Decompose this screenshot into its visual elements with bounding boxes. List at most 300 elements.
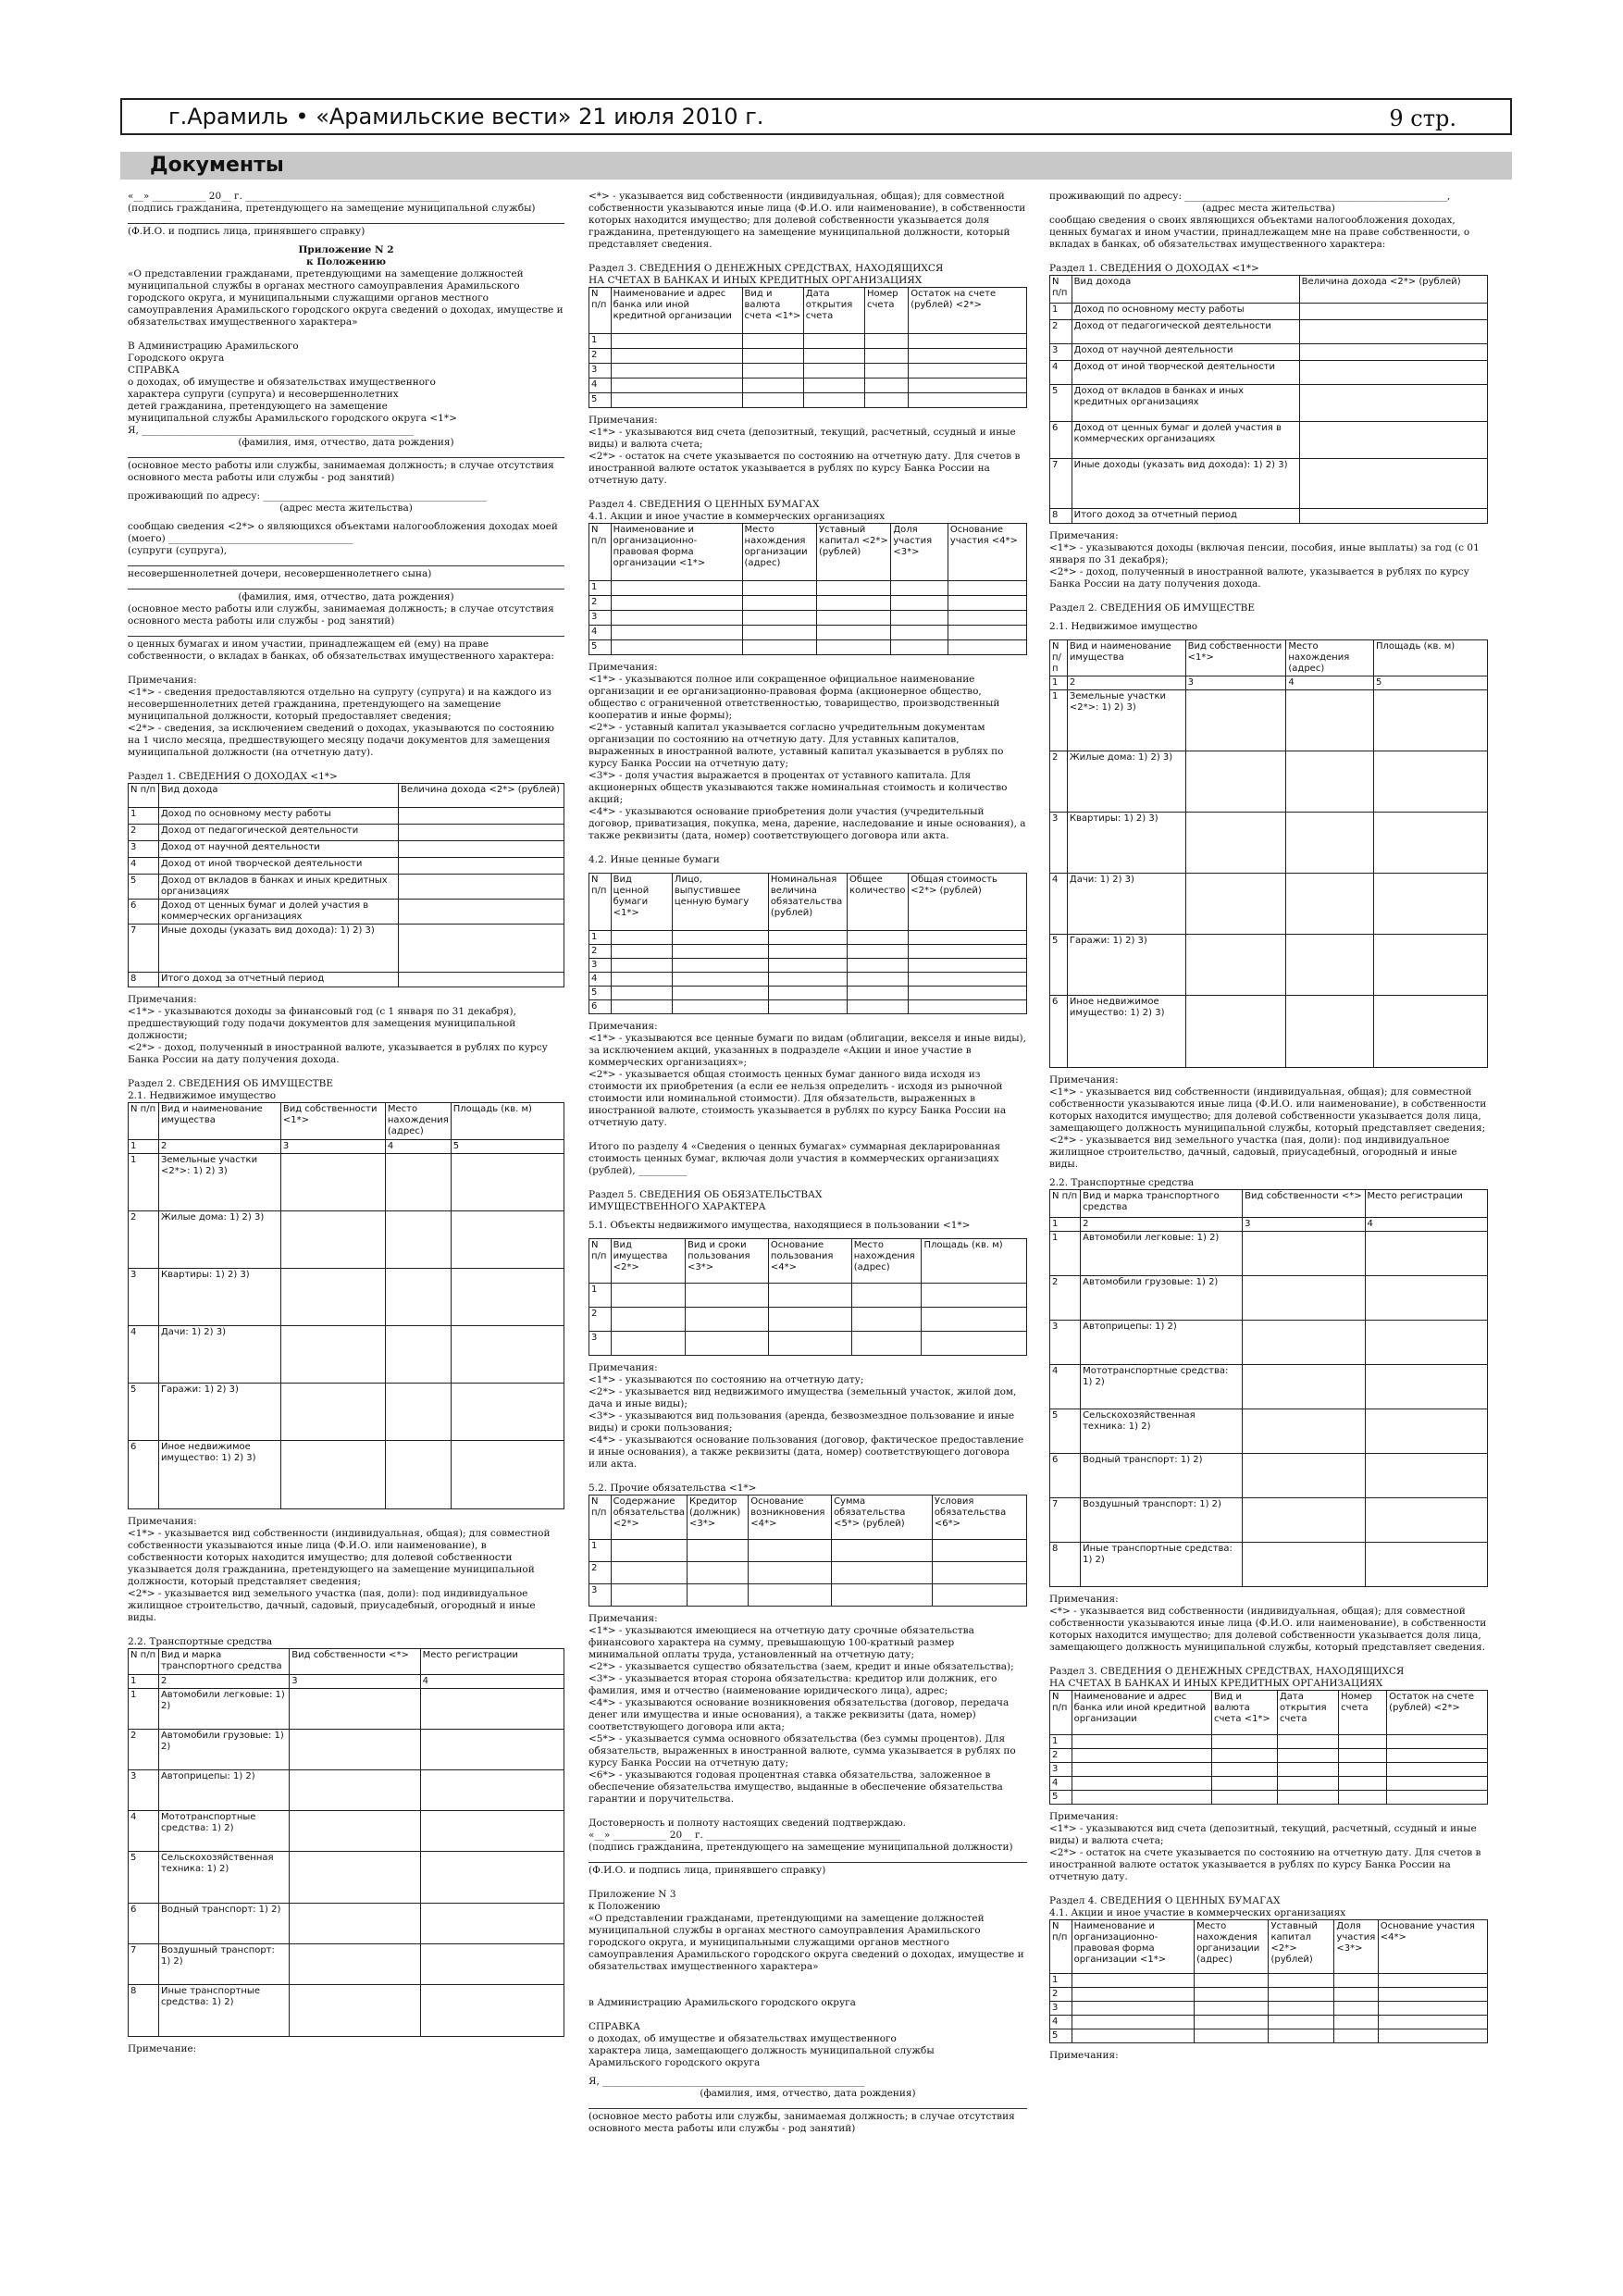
table-cell: 6 [589, 1000, 612, 1014]
table-cell: 7 [129, 1944, 159, 1985]
table-title: 4.1. Акции и иное участие в коммерческих организациях [588, 511, 886, 522]
table-cell [816, 596, 890, 611]
table-cell [280, 1384, 385, 1441]
table-cell: 3 [589, 364, 612, 379]
table-cell [1378, 2002, 1487, 2016]
table-cell: Дачи: 1) 2) 3) [1067, 874, 1185, 935]
table-cell: 5 [1050, 2029, 1072, 2043]
table-cell: Итого доход за отчетный период [1072, 509, 1299, 524]
text: <1*> - указываются по состоянию на отчетную дату; [588, 1374, 864, 1385]
table-cell: 3 [1243, 1218, 1365, 1232]
table-cell: Уставный капитал <2*> (рублей) [816, 524, 890, 581]
table-cell: Доход от научной деятельности [1072, 344, 1299, 361]
table-cell: 4 [1050, 1365, 1081, 1409]
heading: Приложение N 2 [298, 244, 394, 255]
table-cell [420, 1811, 564, 1852]
table-cell: Иное недвижимое имущество: 1) 2) 3) [158, 1441, 280, 1509]
table-cell [1185, 751, 1286, 813]
table-cell [672, 973, 768, 987]
table-cell: 3 [1050, 1321, 1081, 1365]
text: (основное место работы или службы, занимаемая должность; в случае отсутствия основного места работы или службы - род занятий) [588, 2111, 1015, 2134]
table-cell [1365, 1543, 1487, 1587]
table-cell: 4 [129, 858, 159, 875]
text: (подпись гражданина, претендующего на замещение муниципальной службы) [128, 203, 536, 214]
table-cell: 2 [158, 1675, 289, 1689]
table-cell [399, 973, 564, 987]
table-cell: Воздушный транспорт: 1) 2) [158, 1944, 289, 1985]
table-cell: Наименование и адрес банка или иной кредитной организации [611, 288, 742, 334]
table-cell [891, 581, 948, 596]
table-cell: 5 [1050, 385, 1072, 422]
table-cell [832, 1540, 933, 1562]
text: детей гражданина, претендующего на замещение [128, 401, 388, 412]
table-cell [611, 973, 672, 987]
table-cell [864, 334, 908, 349]
table-cell: Место нахождения организации (адрес) [742, 524, 816, 581]
table-cell [1243, 1321, 1365, 1365]
table-cell [909, 945, 1027, 959]
table-cell [749, 1584, 832, 1607]
table-cell [1339, 1735, 1387, 1749]
table-cell [686, 1332, 769, 1356]
table-title: НА СЧЕТАХ В БАНКАХ И ИНЫХ КРЕДИТНЫХ ОРГАНИЗАЦИЯХ [1049, 1678, 1383, 1689]
text: Примечание: [128, 2043, 197, 2054]
table-cell [932, 1540, 1026, 1562]
table-cell: 5 [1373, 676, 1487, 690]
text: (подпись гражданина, претендующего на замещение муниципальной должности) [588, 1842, 1013, 1853]
table-cell: Общая стоимость <2*> (рублей) [909, 874, 1027, 931]
underline [128, 223, 564, 224]
text: <2*> - указывается вид земельного участка (пая, доли): под индивидуальное жилищное строительство, дачный, садовый, приусадебный, огородный и иные виды. [128, 1588, 536, 1623]
table-cell [1365, 1321, 1487, 1365]
table-cell: Воздушный транспорт: 1) 2) [1081, 1498, 1243, 1543]
property-in-use-table [588, 1238, 1027, 1356]
table-cell [1243, 1454, 1365, 1498]
other-obligations-table [588, 1495, 1027, 1607]
text: (основное место работы или службы, занимаемая должность; в случае отсутствия основного места работы или службы - род занятий) [128, 603, 554, 627]
table-cell [611, 349, 742, 364]
table-cell [948, 611, 1026, 626]
table-cell [742, 349, 803, 364]
table-cell: Площадь (кв. м) [451, 1103, 564, 1140]
text: Я, ________________________________________________________ [128, 425, 415, 436]
table-cell: 2 [1050, 320, 1072, 344]
table-cell: Наименование и адрес банка или иной кредитной организации [1072, 1691, 1211, 1735]
table-cell [611, 1562, 687, 1584]
table-cell: Вид и сроки пользования <3*> [686, 1239, 769, 1284]
table-cell [803, 364, 864, 379]
table-cell: Вид дохода [158, 784, 398, 808]
table-cell [864, 379, 908, 393]
table-title: Раздел 2. СВЕДЕНИЯ ОБ ИМУЩЕСТВЕ [1049, 602, 1256, 614]
text: (Ф.И.О. и подпись лица, принявшего справку) [588, 1865, 826, 1876]
table-cell: 2 [589, 596, 612, 611]
text: в Администрацию Арамильского городского округа [588, 1997, 856, 2008]
table-cell: Доход от иной творческой деятельности [158, 858, 398, 875]
table-title: ИМУЩЕСТВЕННОГО ХАРАКТЕРА [588, 1201, 766, 1212]
table-cell [1072, 2029, 1194, 2043]
table-cell [1334, 2002, 1378, 2016]
table-cell [864, 364, 908, 379]
table-cell [816, 581, 890, 596]
text: (фамилия, имя, отчество, дата рождения) [700, 2088, 916, 2099]
table-cell [1072, 2002, 1194, 2016]
table-cell: 4 [589, 626, 612, 640]
table-cell: 1 [1050, 1218, 1081, 1232]
table-cell: 5 [1050, 1409, 1081, 1454]
table-cell [848, 931, 909, 945]
bank-table [588, 287, 1027, 408]
table-cell [768, 945, 847, 959]
section-band [120, 152, 1512, 180]
table-cell: 1 [589, 581, 612, 596]
table-cell: 1 [1050, 1974, 1072, 1988]
text: <2*> - остаток на счете указывается по состоянию на отчетную дату. Для счетов в иностранной валюте остаток указывается в рублях по курсу Банка России на отчетную дату. [588, 451, 1021, 486]
table-cell [1334, 1974, 1378, 1988]
table-cell: Автомобили легковые: 1) 2) [1081, 1232, 1243, 1276]
text: <*> - указывается вид собственности (индивидуальная, общая); для совместной собственности указываются иные лица (Ф.И.О. или наименование), в собственности которых находится имущество; для долевой собственности указывается доля гражданина, претендующего на замещение муниципальной должности, который представляет сведения. [588, 191, 1026, 250]
table-cell [768, 959, 847, 973]
table-cell [611, 611, 742, 626]
table-cell [742, 379, 803, 393]
table-cell: 6 [1050, 1454, 1081, 1498]
table-title: 4.2. Иные ценные бумаги [588, 854, 720, 865]
text: Примечания: [1049, 2050, 1119, 2061]
table-cell [687, 1584, 748, 1607]
table-cell [420, 1944, 564, 1985]
table-cell: Вид дохода [1072, 276, 1299, 304]
table-cell [1373, 751, 1487, 813]
table-title: 5.2. Прочие обязательства <1*> [588, 1483, 757, 1494]
table-cell [611, 945, 672, 959]
underline [588, 2108, 1027, 2109]
table-cell [1185, 813, 1286, 874]
table-cell [1286, 996, 1374, 1068]
table-cell [1277, 1777, 1338, 1791]
property-table [1049, 639, 1488, 1068]
table-cell [1334, 2029, 1378, 2043]
table-cell: Сельскохозяйственная техника: 1) 2) [1081, 1409, 1243, 1454]
table-cell: Земельные участки <2*>: 1) 2) 3) [158, 1154, 280, 1211]
table-cell [1269, 2029, 1334, 2043]
table-cell: 4 [129, 1811, 159, 1852]
table-cell [290, 1689, 420, 1730]
heading: к Положению [588, 1901, 661, 1912]
table-cell: Итого доход за отчетный период [158, 973, 398, 987]
table-title: НА СЧЕТАХ В БАНКАХ И ИНЫХ КРЕДИТНЫХ ОРГАНИЗАЦИЯХ [588, 275, 923, 286]
table-cell: Основание участия <4*> [948, 524, 1026, 581]
table-cell [672, 1000, 768, 1014]
table-cell: 5 [1050, 935, 1068, 996]
text: (супруги (супруга), [128, 545, 228, 556]
table-cell: Вид и валюта счета <1*> [742, 288, 803, 334]
text: Примечания: [128, 1516, 197, 1527]
table-cell [1277, 1763, 1338, 1777]
table-cell [1365, 1232, 1487, 1276]
table-cell [1269, 1974, 1334, 1988]
table-cell [909, 334, 1027, 349]
text: <4*> - указываются основание пользования (договор, фактическое предоставление и иные основания), а также реквизиты (дата, номер) соответствующего договора или акта. [588, 1434, 1024, 1470]
table-cell: 2 [1050, 1988, 1072, 2002]
text: «__» ___________ 20__ г. ________________________________________ [588, 1830, 901, 1841]
table-cell [1243, 1409, 1365, 1454]
text: о доходах, об имуществе и обязательствах имущественного [588, 2033, 897, 2044]
table-cell [420, 1904, 564, 1944]
table-cell [611, 1540, 687, 1562]
table-cell: 6 [129, 1441, 159, 1509]
table-cell: 2 [1050, 1276, 1081, 1321]
table-cell: 3 [1185, 676, 1286, 690]
table-title: Раздел 3. СВЕДЕНИЯ О ДЕНЕЖНЫХ СРЕДСТВАХ, НАХОДЯЩИХСЯ [1049, 1666, 1405, 1677]
table-cell [280, 1441, 385, 1509]
table-cell: Доход от вкладов в банках и иных кредитных организациях [1072, 385, 1299, 422]
text: Примечания: [588, 415, 658, 426]
table-cell [611, 364, 742, 379]
table-cell: Доход от ценных бумаг и долей участия в коммерческих организациях [158, 900, 398, 925]
table-cell [803, 393, 864, 408]
table-cell: 5 [589, 640, 612, 655]
table-cell [1378, 1974, 1487, 1988]
text: Примечания: [128, 675, 197, 686]
table-cell [611, 379, 742, 393]
table-cell: 2 [1050, 751, 1068, 813]
table-cell [399, 825, 564, 841]
table-cell [1195, 2029, 1269, 2043]
table-cell [290, 1944, 420, 1985]
table-cell [290, 1730, 420, 1770]
table-title: 2.1. Недвижимое имущество [1049, 621, 1198, 632]
text: (Ф.И.О. и подпись лица, принявшего справку) [128, 226, 365, 237]
table-cell: Дачи: 1) 2) 3) [158, 1326, 280, 1384]
table-cell: 2 [589, 945, 612, 959]
table-cell: N п/п [129, 1649, 159, 1675]
text: о доходах, об имуществе и обязательствах имущественного [128, 377, 436, 388]
table-cell: Доля участия <3*> [891, 524, 948, 581]
table-cell [611, 987, 672, 1000]
underline [128, 457, 564, 458]
table-cell: N п/п [1050, 1190, 1081, 1218]
table-cell [1334, 2016, 1378, 2029]
table-cell [749, 1540, 832, 1562]
table-cell [385, 1154, 451, 1211]
text: <1*> - указывается вид собственности (индивидуальная, общая); для совместной собственности указываются иные лица (Ф.И.О. или наименование), в собственности которых находится имущество; для долевой собственности указывается доля гражданина, претендующего на замещение муниципальной должности, который представляет сведения; [128, 1528, 551, 1587]
table-cell [1299, 304, 1487, 320]
other-securities-table [588, 873, 1027, 1014]
table-cell: Автоприцепы: 1) 2) [1081, 1321, 1243, 1365]
bank-table [1049, 1690, 1488, 1805]
table-cell [399, 858, 564, 875]
table-cell [909, 959, 1027, 973]
table-cell [1373, 996, 1487, 1068]
table-cell [1365, 1454, 1487, 1498]
text: <2*> - остаток на счете указывается по состоянию на отчетную дату. Для счетов в иностранной валюте остаток указывается в рублях по курсу Банка России на отчетную дату. [1049, 1847, 1481, 1882]
table-cell: Вид и наименование имущества [158, 1103, 280, 1140]
table-cell [611, 334, 742, 349]
table-cell [1195, 1974, 1269, 1988]
text: Примечания: [1049, 1811, 1119, 1822]
table-cell [1072, 1735, 1211, 1749]
table-cell [385, 1211, 451, 1269]
text: Примечания: [588, 662, 658, 673]
table-cell [1365, 1409, 1487, 1454]
table-cell: 4 [1286, 676, 1374, 690]
table-cell [1212, 1791, 1278, 1805]
table-cell: Основание участия <4*> [1378, 1920, 1487, 1974]
table-cell [672, 931, 768, 945]
table-cell [399, 900, 564, 925]
table-title: Раздел 5. СВЕДЕНИЯ ОБ ОБЯЗАТЕЛЬСТВАХ [588, 1189, 823, 1200]
table-cell: Доход от педагогической деятельности [1072, 320, 1299, 344]
table-cell: Уставный капитал <2*> (рублей) [1269, 1920, 1334, 1974]
table-title: Раздел 2. СВЕДЕНИЯ ОБ ИМУЩЕСТВЕ [128, 1078, 334, 1089]
text: Примечания: [1049, 1074, 1119, 1086]
table-cell [1339, 1763, 1387, 1777]
table-cell: 1 [589, 1540, 612, 1562]
table-cell: 1 [589, 334, 612, 349]
table-cell: Мототранспортные средства: 1) 2) [1081, 1365, 1243, 1409]
table-cell [420, 1770, 564, 1811]
text: сообщаю сведения о своих являющихся объектами налогообложения доходах, ценных бумагах и ином участии, принадлежащем мне на праве собственности, о вкладах в банках, об обязательствах имущественного характера: [1049, 215, 1470, 250]
table-cell: Вид ценной бумаги <1*> [611, 874, 672, 931]
shares-table [1049, 1919, 1488, 2043]
text: <3*> - указывается вторая сторона обязательства: кредитор или должник, его фамилия, имя и отчество (наименование юридического лица), адрес; [588, 1673, 997, 1696]
text: характера лица, замещающего должность муниципальной службы [588, 2045, 935, 2056]
table-cell [1387, 1777, 1488, 1791]
table-cell: 3 [1050, 2002, 1072, 2016]
table-cell [1072, 1763, 1211, 1777]
column-1 [128, 191, 564, 2055]
text: Примечания: [588, 1021, 658, 1032]
transport-table [128, 1648, 564, 2037]
table-cell: N п/п [129, 1103, 159, 1140]
text: (адрес места жительства) [279, 503, 413, 514]
table-cell: Земельные участки <2*>: 1) 2) 3) [1067, 690, 1185, 751]
table-title: Раздел 1. СВЕДЕНИЯ О ДОХОДАХ <1*> [1049, 263, 1259, 274]
table-cell [1072, 1791, 1211, 1805]
table-cell [1299, 459, 1487, 509]
table-cell [909, 1000, 1027, 1014]
text: <1*> - указываются вид счета (депозитный, текущий, расчетный, ссудный и иные виды) и валюта счета; [588, 427, 1016, 450]
text: <1*> - указываются вид счета (депозитный, текущий, расчетный, ссудный и иные виды) и валюта счета; [1049, 1823, 1477, 1846]
table-cell: Мототранспортные средства: 1) 2) [158, 1811, 289, 1852]
table-cell [932, 1584, 1026, 1607]
column-3 [1049, 191, 1488, 2062]
text: <2*> - указывается существо обязательства (заем, кредит и иные обязательства); [588, 1661, 1014, 1672]
table-cell: N п/п [589, 288, 612, 334]
table-title: Раздел 4. СВЕДЕНИЯ О ЦЕННЫХ БУМАГАХ [1049, 1895, 1281, 1906]
table-cell [768, 1284, 851, 1308]
underline [588, 1862, 1027, 1863]
table-cell [851, 1332, 922, 1356]
table-cell: N п/п [1050, 1691, 1072, 1735]
transport-table [1049, 1189, 1488, 1587]
table-cell [891, 611, 948, 626]
shares-table [588, 523, 1027, 655]
table-cell: 3 [1050, 1763, 1072, 1777]
table-cell: 1 [129, 1140, 159, 1154]
table-cell: Иные доходы (указать вид дохода): 1) 2) 3) [158, 925, 398, 973]
table-cell [1277, 1791, 1338, 1805]
table-cell: Место нахождения (адрес) [385, 1103, 451, 1140]
table-cell [686, 1284, 769, 1308]
table-cell: Вид собственности <*> [290, 1649, 420, 1675]
table-cell [1286, 690, 1374, 751]
table-cell: 2 [129, 1730, 159, 1770]
table-cell: 3 [589, 611, 612, 626]
table-cell [768, 987, 847, 1000]
table-cell [611, 393, 742, 408]
text: <*> - указывается вид собственности (индивидуальная, общая); для совместной собственности указываются иные лица (Ф.И.О. или наименование), в собственности которых находится имущество; для долевой собственности указывается доля лица, замещающего должность муниципальной службы, который представляет сведения. [1049, 1606, 1487, 1653]
table-cell [385, 1384, 451, 1441]
table-cell [1269, 2002, 1334, 2016]
table-cell [611, 931, 672, 945]
table-cell: 3 [129, 1269, 159, 1326]
table-cell [1387, 1749, 1488, 1763]
text: СПРАВКА [588, 2021, 641, 2032]
table-cell: Вид собственности <1*> [1185, 640, 1286, 676]
table-cell [816, 640, 890, 655]
table-title: 5.1. Объекты недвижимого имущества, находящиеся в пользовании <1*> [588, 1220, 971, 1231]
table-cell [909, 987, 1027, 1000]
table-cell: 3 [129, 1770, 159, 1811]
table-cell: 2 [589, 349, 612, 364]
table-cell: Доход от ценных бумаг и долей участия в коммерческих организациях [1072, 422, 1299, 459]
table-cell [1243, 1365, 1365, 1409]
text: СПРАВКА [128, 365, 180, 376]
text: <4*> - указываются основание возникновения обязательства (договор, передача денег или имущества и иные основания), а также реквизиты (дата, номер) соответствующего договора или акта; [588, 1697, 1010, 1732]
table-cell: Вид имущества <2*> [611, 1239, 685, 1284]
table-cell [420, 1852, 564, 1904]
table-cell: 1 [1050, 1735, 1072, 1749]
table-cell: 6 [1050, 996, 1068, 1068]
table-title: Раздел 1. СВЕДЕНИЯ О ДОХОДАХ <1*> [128, 771, 338, 782]
table-cell: 1 [589, 1284, 612, 1308]
table-cell [451, 1211, 564, 1269]
table-cell: 4 [1050, 1777, 1072, 1791]
table-cell [1373, 690, 1487, 751]
table-cell [1072, 1988, 1194, 2002]
table-cell: 4 [589, 379, 612, 393]
table-cell: 2 [589, 1308, 612, 1332]
table-cell: 3 [1050, 813, 1068, 874]
text: «О представлении гражданами, претендующими на замещение должностей муниципальной службы в органах местного самоуправления Арамильского городского округа, и муниципальными служащими органов местного самоуправления Арамильского городского округа сведений о доходах, имуществе и обязательствах имущественного характера» [128, 268, 564, 328]
text: проживающий по адресу: ______________________________________________ [128, 490, 487, 502]
table-cell: Жилые дома: 1) 2) 3) [1067, 751, 1185, 813]
table-cell: N п/п [1050, 1920, 1072, 1974]
table-cell: 1 [129, 808, 159, 825]
table-cell [280, 1269, 385, 1326]
table-cell: Сельскохозяйственная техника: 1) 2) [158, 1852, 289, 1904]
table-cell: Автомобили легковые: 1) 2) [158, 1689, 289, 1730]
table-cell [1334, 1988, 1378, 2002]
table-cell [851, 1308, 922, 1332]
table-cell: 2 [158, 1140, 280, 1154]
table-cell [1299, 320, 1487, 344]
text: Городского округа [128, 353, 225, 364]
table-cell: 2 [1050, 1749, 1072, 1763]
table-cell [1072, 2016, 1194, 2029]
table-cell: Остаток на счете (рублей) <2*> [1387, 1691, 1488, 1735]
table-cell [385, 1326, 451, 1384]
header-title: г.Арамиль • «Арамильские вести» 21 июля 2010 г. [168, 104, 764, 130]
table-cell [1387, 1791, 1488, 1805]
text: <2*> - указывается вид недвижимого имущества (земельный участок, жилой дом, дача и иные виды); [588, 1386, 1017, 1409]
table-cell: 1 [1050, 690, 1068, 751]
table-cell [611, 640, 742, 655]
table-cell: Доход по основному месту работы [158, 808, 398, 825]
table-cell [420, 1985, 564, 2037]
text: <5*> - указывается сумма основного обязательства (без суммы процентов). Для обязательств, выраженных в иностранной валюте, сумма указывается в рублях по курсу Банка России на отчетную дату; [588, 1733, 1016, 1769]
